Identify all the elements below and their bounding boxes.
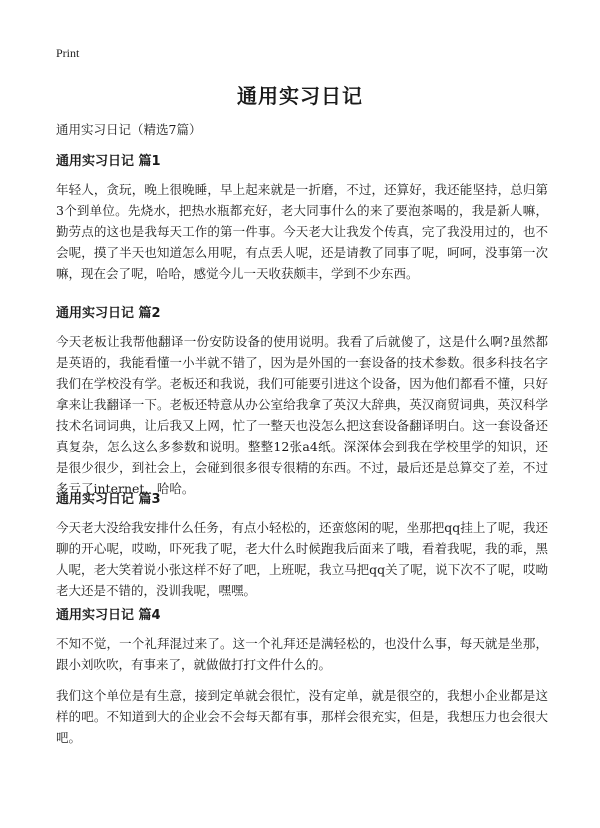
entry-paragraph: 我们这个单位是有生意，接到定单就会很忙，没有定单，就是很空的，我想小企业都是这样的吧。不知道到大的企业会不会每天都有事，那样会很充实，但是，我想压力也会很大吧。: [56, 688, 548, 745]
entry-paragraph: 不知不觉，一个礼拜混过来了。这一个礼拜还是满轻松的，也没什么事，每天就是坐那，跟小刘吹吹，有事来了，就做做打打文件什么的。: [56, 636, 548, 672]
entry-heading: 通用实习日记 篇3: [56, 492, 161, 507]
entry-heading: 通用实习日记 篇1: [56, 154, 161, 169]
entry-paragraph: 今天老板让我帮他翻译一份安防设备的使用说明。我看了后就傻了，这是什么啊?虽然都是英语的，我能看懂一小半就不错了，因为是外国的一套设备的技术参数。很多科技名字我们在学校没有学。老板还和我说，我们可能要引进这个设备，因为他们都看不懂，只好拿来让我翻译一下。老板还特意从办公室给我拿了英汉大辞典，英汉商贸词典，英汉科学技术名词词典，让后我又上网，忙了一整天也没怎么把这套设备翻译明白。这一套设备还真复杂，怎么这么多参数和说明。整整12张a4纸。深深体会到我在学校里学的知识，还是很少很少，到社会上，会碰到很多很专很精的东西。不过，最后还是总算交了差，不过多亏了internet，哈哈。: [56, 334, 548, 496]
entry-heading: 通用实习日记 篇2: [56, 306, 161, 321]
diary-entry-2: [56, 302, 548, 499]
diary-entry-1: [56, 150, 548, 284]
entry-paragraph: 今天老大没给我安排什么任务，有点小轻松的，还蛮悠闲的呢，坐那把qq挂上了呢，我还聊的开心呢，哎呦，吓死我了呢，老大什么时候跑我后面来了哦，看着我呢，我的乖，黑人呢，老大笑着说小张这样不好了吧，上班呢，我立马把qq关了呢，说下次不了呢，哎呦老大还是不错的，没训我呢，嘿嘿。: [56, 520, 548, 598]
page-title: 通用实习日记: [237, 84, 363, 108]
diary-entry-3: [56, 488, 548, 601]
entry-paragraph: 年轻人，贪玩，晚上很晚睡，早上起来就是一折磨，不过，还算好，我还能坚持，总归第3个到单位。先烧水，把热水瓶都充好，老大同事什么的来了要泡茶喝的，我是新人嘛，勤劳点的这也是我每天工作的第一件事。今天老大让我发个传真，完了我没用过的，也不会呢，摸了半天也知道怎么用呢，有点丢人呢，还是请教了同事了呢，呵呵，没事第一次嘛，现在会了呢，哈哈，感觉今儿一天收获颇丰，学到不少东西。: [56, 182, 548, 281]
document-subtitle: 通用实习日记（精选7篇）: [56, 122, 202, 137]
entry-heading: 通用实习日记 篇4: [56, 608, 161, 623]
diary-entry-4: [56, 604, 548, 748]
print-link[interactable]: Print: [56, 46, 80, 60]
